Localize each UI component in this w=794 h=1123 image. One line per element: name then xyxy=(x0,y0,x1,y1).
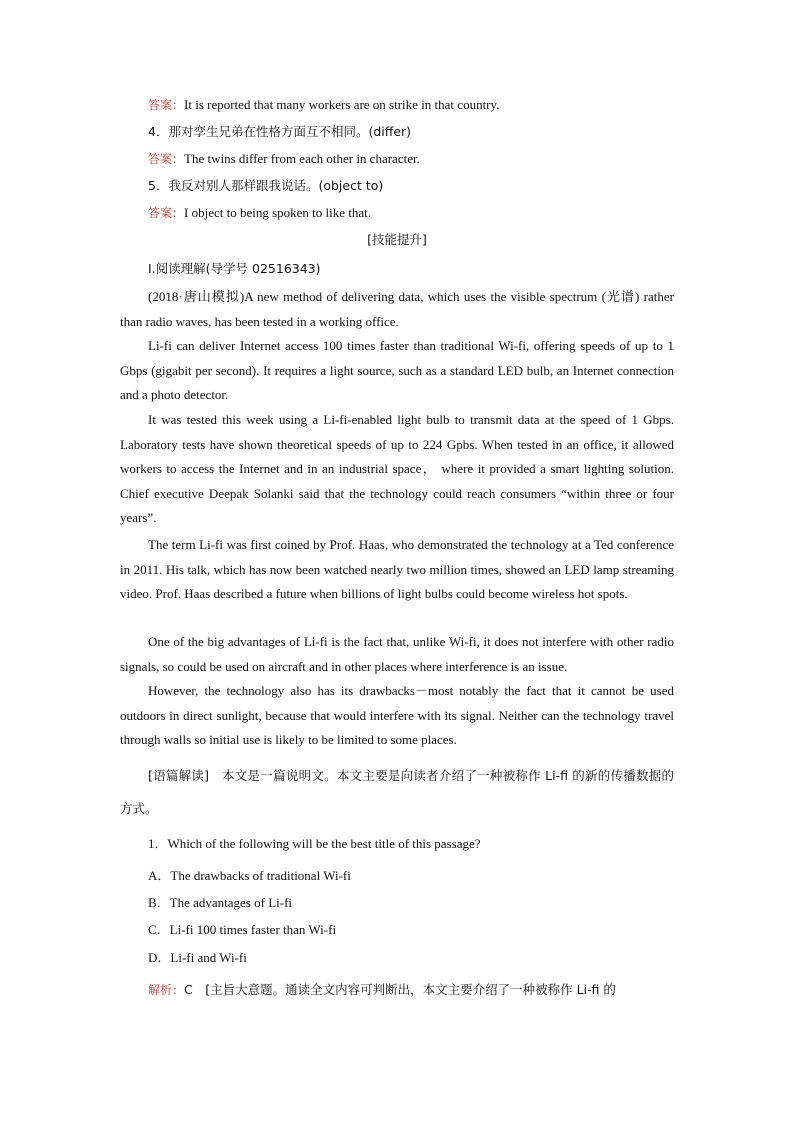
answer-label: 答案： xyxy=(148,98,185,112)
passage-paragraph: The term Li-fi was first coined by Prof. Haas, who demonstrated the technology at a Ted conference in 2011. His talk, which has now been watched nearly two million times, showed an LED lamp streaming video. Prof. Haas described a future when billions of light bulbs could become wireless hot spots. xyxy=(120,537,674,602)
answer-line xyxy=(148,147,420,172)
option-d: D．Li-fi and Wi-fi xyxy=(148,950,247,965)
answer-label: 答案： xyxy=(148,152,185,166)
answer-text: I object to being spoken to like that. xyxy=(184,205,372,220)
answer-text: It is reported that many workers are on strike in that country. xyxy=(184,97,500,112)
answer-line xyxy=(148,93,499,118)
option-a: A．The drawbacks of traditional Wi-fi xyxy=(148,868,351,883)
section-title: [技能提升] xyxy=(367,232,427,247)
passage-paragraph: However, the technology also has its drawbacks－most notably the fact that it cannot be used outdoors in direct sunlight, because that would interfere with its signal. Neither can the technology travel through walls so initial use is likely to be limited to some places. xyxy=(120,683,674,748)
option-b: B．The advantages of Li-fi xyxy=(148,895,293,910)
question-item: 4．那对孪生兄弟在性格方面互不相同。(differ) xyxy=(148,124,412,139)
passage-paragraph: It was tested this week using a Li-fi-enabled light bulb to transmit data at the speed of 1 Gbps. Laboratory tests have shown theoretical speeds of up to 224 Gpbs. When tested in an office, it allowed workers to access the Internet and in an industrial space， where it provided a smart lighting solution. Chief executive Deepak Solanki said that the technology could reach consumers “within three or four years”. xyxy=(120,412,674,526)
question-stem: 1．Which of the following will be the best title of this passage? xyxy=(148,836,481,851)
answer-label: 答案： xyxy=(148,206,185,220)
analysis-label: 解析： xyxy=(148,983,185,997)
analysis-text: C [主旨大意题。通读全文内容可判断出，本文主要介绍了一种被称作 Li-fi 的 xyxy=(184,982,616,997)
answer-text: The twins differ from each other in character. xyxy=(184,151,420,166)
passage-paragraph: Li-fi can deliver Internet access 100 times faster than traditional Wi-fi, offering speeds of up to 1 Gbps (gigabit per second). It requires a light source, such as a standard LED bulb, an Internet connection and a photo detector. xyxy=(120,338,674,403)
part-title: Ⅰ.阅读理解(导学号 02516343) xyxy=(148,261,321,276)
analysis-line xyxy=(148,978,674,1003)
passage-paragraph: (2018·唐山模拟)A new method of delivering data, which uses the visible spectrum (光谱) rather than radio waves, has been tested in a working office. xyxy=(120,289,674,329)
question-item: 5．我反对别人那样跟我说话。(object to) xyxy=(148,178,384,193)
answer-line xyxy=(148,201,371,226)
reading-note: [语篇解读] 本文是一篇说明文。本文主要是向读者介绍了一种被称作 Li-fi 的新的传播数据的方式。 xyxy=(120,768,674,816)
passage-paragraph: One of the big advantages of Li-fi is the fact that, unlike Wi-fi, it does not interfere with other radio signals, so could be used on aircraft and in other places where interference is an issue. xyxy=(120,634,674,674)
option-c: C．Li-fi 100 times faster than Wi-fi xyxy=(148,922,337,937)
